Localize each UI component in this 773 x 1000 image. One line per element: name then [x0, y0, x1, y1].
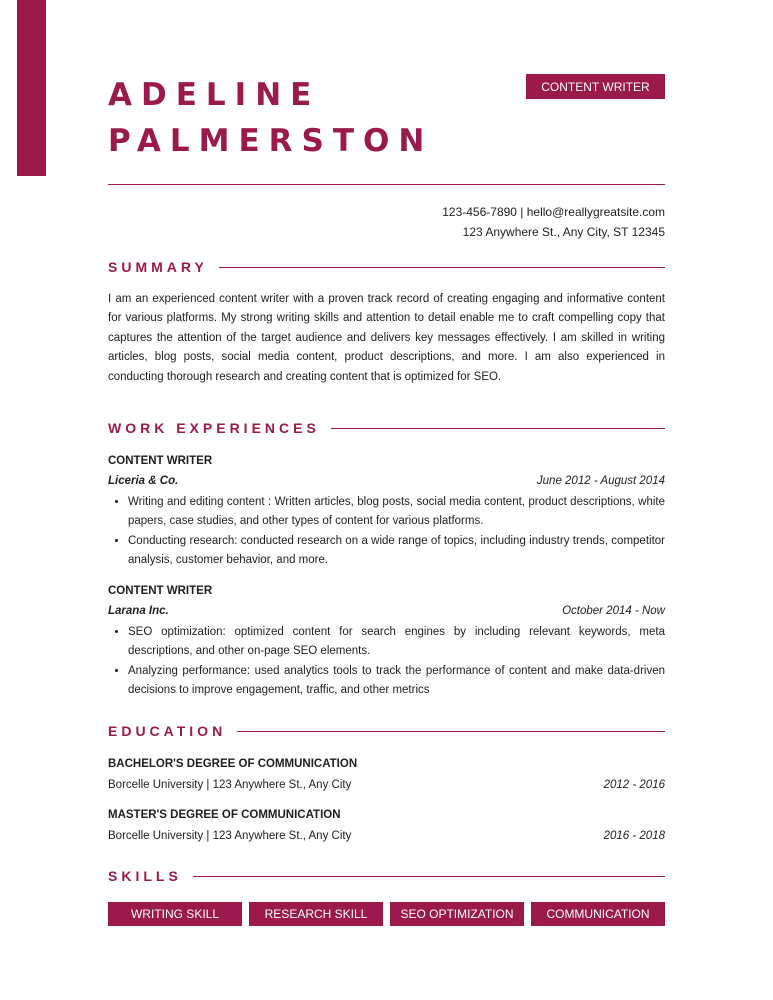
header-divider [108, 184, 665, 185]
job-meta [108, 601, 665, 621]
job-duties [108, 623, 665, 701]
work-section-header [108, 420, 665, 436]
education-section-header [108, 723, 665, 739]
education-years: 2016 - 2018 [603, 830, 665, 842]
first-name: ADELINE [108, 77, 321, 113]
job-meta [108, 471, 665, 491]
address: 123 Anywhere St., Any City, ST 12345 [462, 224, 665, 239]
job-title: CONTENT WRITER [108, 455, 213, 467]
section-divider [193, 876, 665, 877]
degree-title: MASTER'S DEGREE OF COMMUNICATION [108, 809, 341, 821]
section-divider [219, 267, 665, 268]
job-entry [108, 581, 665, 701]
company-name: Liceria & Co. [108, 475, 179, 487]
last-name: PALMERSTON [108, 123, 434, 159]
job-duty: • Writing and editing content : Written articles, blog posts, social media content, product descriptions, white papers, case studies, and other types of content for various platforms. [128, 493, 665, 532]
company-name: Larana Inc. [108, 605, 169, 617]
job-duty: • Analyzing performance: used analytics tools to track the performance of content and make data-driven decisions to improve engagement, traffic, and other metrics [128, 662, 665, 701]
job-dates: June 2012 - August 2014 [536, 475, 665, 487]
job-duty: • SEO optimization: optimized content for search engines by including relevant keywords, meta descriptions, and other on-page SEO elements. [128, 623, 665, 662]
job-duties [108, 493, 665, 571]
skill-tag: COMMUNICATION [531, 902, 665, 926]
job-title: CONTENT WRITER [108, 585, 213, 597]
candidate-name [108, 72, 433, 164]
job-entry [108, 451, 665, 571]
section-title: SUMMARY [108, 259, 208, 275]
education-meta [108, 774, 665, 796]
skill-tag: WRITING SKILL [108, 902, 242, 926]
education-entry [108, 805, 665, 847]
accent-bar [17, 0, 46, 176]
school-info: Borcelle University | 123 Anywhere St., Any City [108, 779, 352, 791]
summary-section-header [108, 259, 665, 275]
section-title: EDUCATION [108, 723, 227, 739]
education-meta [108, 825, 665, 847]
skill-tag: RESEARCH SKILL [249, 902, 383, 926]
school-info: Borcelle University | 123 Anywhere St., Any City [108, 830, 352, 842]
education-years: 2012 - 2016 [603, 779, 665, 791]
contact-info [442, 203, 665, 242]
education-entry [108, 754, 665, 796]
skills-list [108, 902, 665, 926]
section-divider [237, 731, 665, 732]
phone-email: 123-456-7890 | hello@reallygreatsite.com [442, 205, 665, 219]
section-title: SKILLS [108, 868, 182, 884]
skill-tag: SEO OPTIMIZATION [390, 902, 524, 926]
summary-text: I am an experienced content writer with a proven track record of creating engaging and informative content for various platforms. My strong writing skills and attention to detail enable me to craft compelling copy that captures the attention of the target audience and delivers key messages effectively. I am skilled in writing articles, blog posts, social media content, product descriptions, and more. I am also experienced in conducting thorough research and creating content that is optimized for SEO. [108, 293, 665, 383]
section-divider [331, 428, 665, 429]
section-title: WORK EXPERIENCES [108, 420, 320, 436]
job-dates: October 2014 - Now [562, 605, 665, 617]
role-badge: CONTENT WRITER [526, 74, 665, 99]
skills-section-header [108, 868, 665, 884]
degree-title: BACHELOR'S DEGREE OF COMMUNICATION [108, 758, 358, 770]
job-duty: • Conducting research: conducted research on a wide range of topics, including industry trends, competitor analysis, customer behavior, and more. [128, 532, 665, 571]
